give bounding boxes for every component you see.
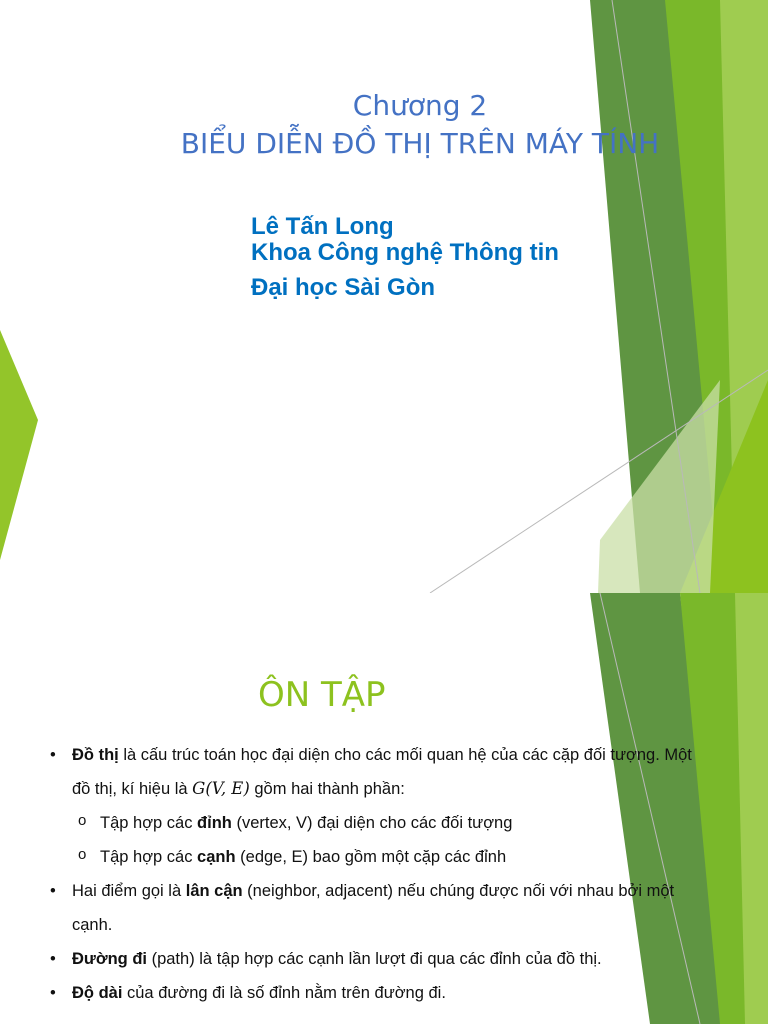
bullet-icon: • xyxy=(50,950,56,968)
slide-title: ÔN TẬP xyxy=(258,675,386,715)
author-faculty: Khoa Công nghệ Thông tin xyxy=(251,239,559,266)
list-item: • Đồ thị là cấu trúc toán học đại diện cho các mối quan hệ của các cặp đối tượng. Một đồ thị, kí hiệu là G(V, E) gồm hai thành phần: xyxy=(50,738,710,806)
author-university: Đại học Sài Gòn xyxy=(251,274,436,301)
math-notation: G(V, E) xyxy=(192,779,250,798)
bullet-icon: • xyxy=(50,882,56,900)
bullet-list xyxy=(50,738,710,1010)
bullet-icon: • xyxy=(50,746,56,764)
slide-title: BIỂU DIỄN ĐỒ THỊ TRÊN MÁY TÍNH xyxy=(180,127,660,160)
sub-list-item: o Tập hợp các đỉnh (vertex, V) đại diện cho các đối tượng xyxy=(50,806,710,840)
sub-list-item: o Tập hợp các cạnh (edge, E) bao gồm một cặp các đỉnh xyxy=(50,840,710,874)
circle-bullet-icon: o xyxy=(78,846,87,863)
review-slide xyxy=(0,593,768,1024)
list-item: • Hai điểm gọi là lân cận (neighbor, adjacent) nếu chúng được nối với nhau bởi một cạnh. xyxy=(50,874,710,942)
list-item: • Độ dài của đường đi là số đỉnh nằm trên đường đi. xyxy=(50,976,710,1010)
chapter-label: Chương 2 xyxy=(352,89,488,122)
circle-bullet-icon: o xyxy=(78,812,87,829)
list-item: • Đường đi (path) là tập hợp các cạnh lần lượt đi qua các đỉnh của đồ thị. xyxy=(50,942,710,976)
left-green-shape xyxy=(0,330,38,560)
bullet-icon: • xyxy=(50,984,56,1002)
author-name: Lê Tấn Long xyxy=(251,213,394,240)
